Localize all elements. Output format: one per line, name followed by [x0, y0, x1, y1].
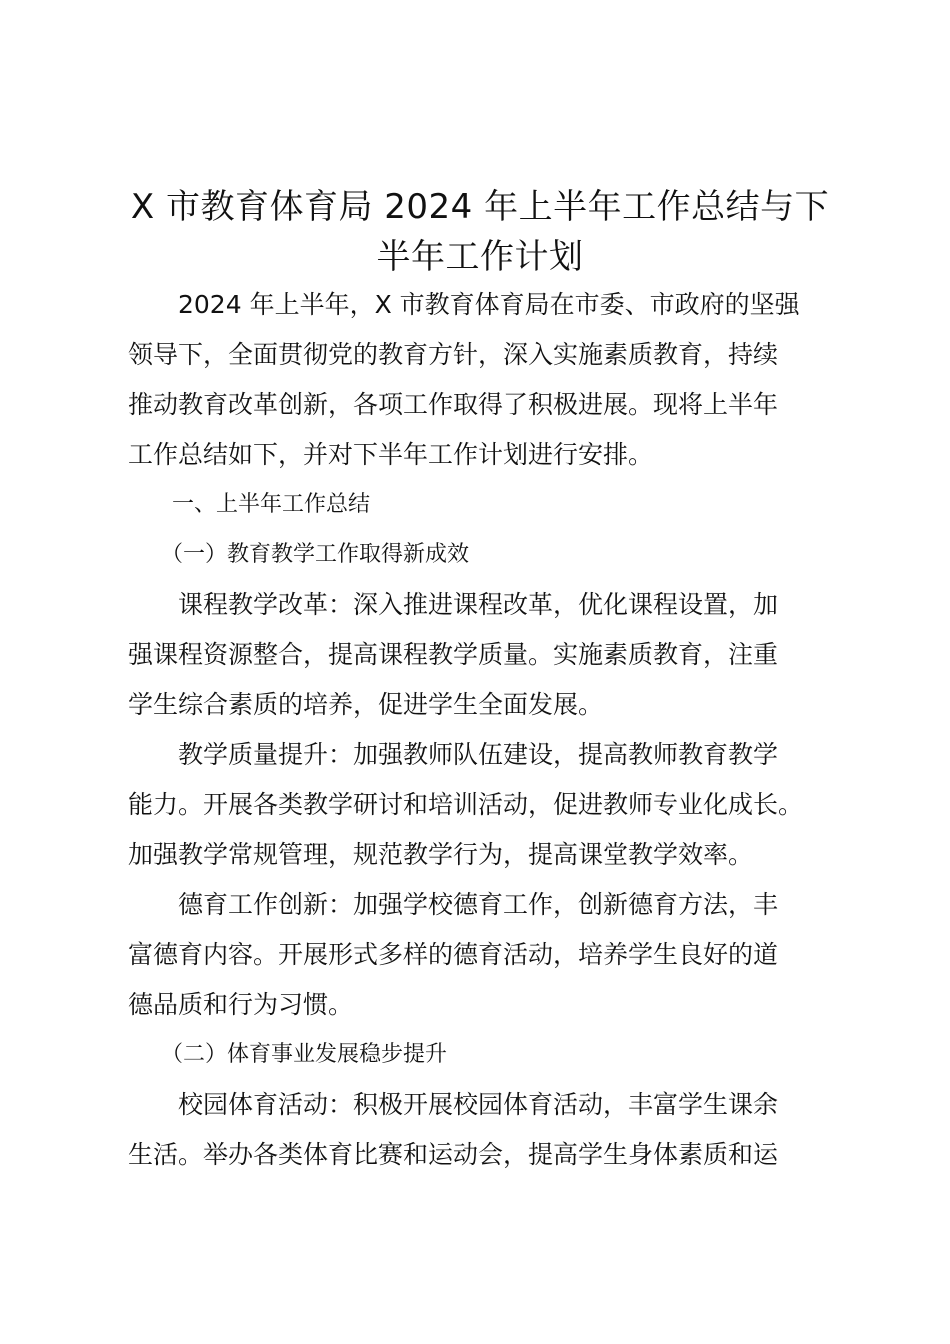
intro-paragraph-line-1: 2024 年上半年，X 市教育体育局在市委、市政府的坚强	[128, 290, 800, 319]
intro-paragraph-line-3: 推动教育改革创新，各项工作取得了积极进展。现将上半年	[128, 390, 779, 419]
subsection-heading-1: （一）教育教学工作取得新成效	[128, 542, 470, 567]
moral-paragraph-line-1: 德育工作创新：加强学校德育工作，创新德育方法，丰	[128, 890, 779, 919]
moral-paragraph-line-3: 德品质和行为习惯。	[128, 990, 354, 1019]
sports-paragraph-line-1: 校园体育活动：积极开展校园体育活动，丰富学生课余	[128, 1090, 779, 1119]
subsection-heading-2: （二）体育事业发展稳步提升	[128, 1042, 448, 1067]
quality-paragraph-line-1: 教学质量提升：加强教师队伍建设，提高教师教育教学	[128, 740, 779, 769]
document-title-line-2: 半年工作计划	[376, 237, 584, 277]
quality-paragraph-line-2: 能力。开展各类教学研讨和培训活动，促进教师专业化成长。	[128, 790, 804, 819]
curriculum-paragraph-line-1: 课程教学改革：深入推进课程改革，优化课程设置，加	[128, 590, 779, 619]
curriculum-paragraph-line-2: 强课程资源整合，提高课程教学质量。实施素质教育，注重	[128, 640, 779, 669]
section-heading-1: 一、上半年工作总结	[128, 492, 371, 517]
intro-paragraph-line-2: 领导下，全面贯彻党的教育方针，深入实施素质教育，持续	[128, 340, 779, 369]
quality-paragraph-line-3: 加强教学常规管理，规范教学行为，提高课堂教学效率。	[128, 840, 754, 869]
curriculum-paragraph-line-3: 学生综合素质的培养，促进学生全面发展。	[128, 690, 604, 719]
moral-paragraph-line-2: 富德育内容。开展形式多样的德育活动，培养学生良好的道	[128, 940, 779, 969]
intro-paragraph-line-4: 工作总结如下，并对下半年工作计划进行安排。	[128, 440, 654, 469]
document-title-line-1: X 市教育体育局 2024 年上半年工作总结与下	[130, 187, 830, 227]
sports-paragraph-line-2: 生活。举办各类体育比赛和运动会，提高学生身体素质和运	[128, 1140, 779, 1169]
